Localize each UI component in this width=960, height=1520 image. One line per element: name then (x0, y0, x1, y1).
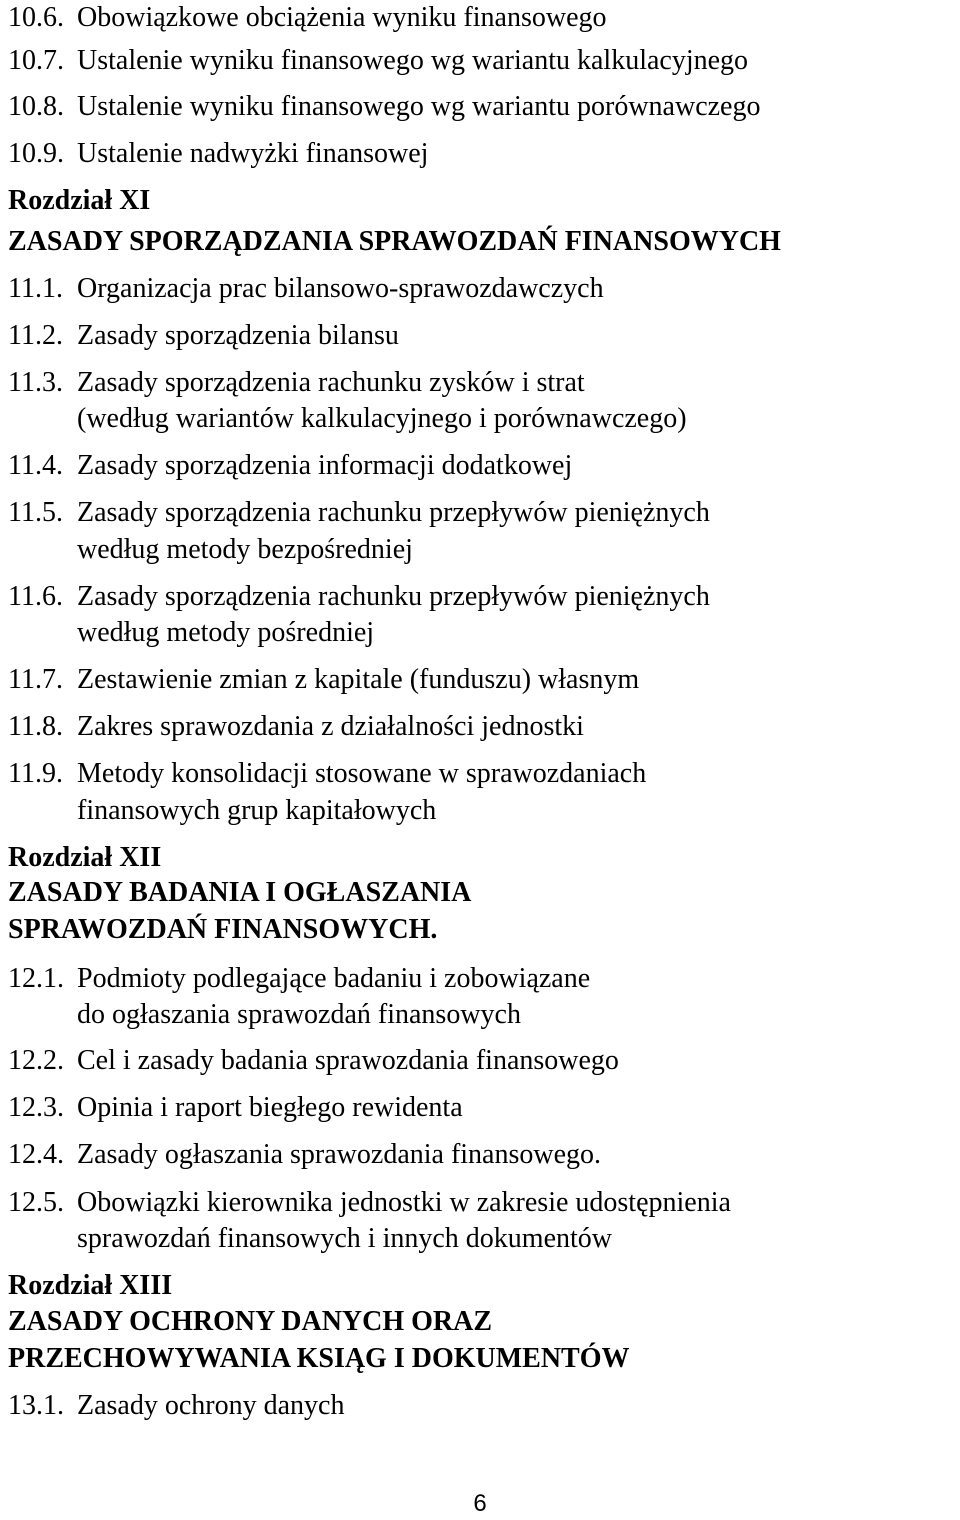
entry-number: 12.5. (8, 1187, 64, 1218)
chapter-label: Rozdział XIII (8, 1270, 173, 1301)
chapter-title: ZASADY SPORZĄDZANIA SPRAWOZDAŃ FINANSOWYCH (8, 226, 781, 257)
entry-title: Ustalenie nadwyżki finansowej (77, 138, 429, 169)
entry-number: 11.4. (8, 450, 63, 481)
entry-number: 11.2. (8, 320, 63, 351)
entry-title: Zasady sporządzenia rachunku przepływów pieniężnych (77, 581, 710, 612)
entry-title: Zasady ogłaszania sprawozdania finansowego. (77, 1139, 602, 1170)
chapter-label: Rozdział XII (8, 842, 162, 873)
entry-title-continued: (według wariantów kalkulacyjnego i porównawczego) (77, 403, 687, 434)
entry-number: 12.3. (8, 1092, 64, 1123)
entry-number: 11.1. (8, 273, 63, 304)
entry-number: 11.6. (8, 581, 63, 612)
entry-title: Organizacja prac bilansowo-sprawozdawczych (77, 273, 604, 304)
entry-number: 12.2. (8, 1045, 64, 1076)
entry-title: Zestawienie zmian z kapitale (funduszu) własnym (77, 664, 640, 695)
entry-title: Zakres sprawozdania z działalności jednostki (77, 711, 584, 742)
entry-title-continued: do ogłaszania sprawozdań finansowych (77, 999, 521, 1030)
entry-number: 11.7. (8, 664, 63, 695)
entry-title-continued: według metody pośredniej (77, 617, 375, 648)
chapter-title-continued: SPRAWOZDAŃ FINANSOWYCH. (8, 914, 438, 945)
entry-title-continued: sprawozdań finansowych i innych dokumentów (77, 1223, 612, 1254)
chapter-title: ZASADY BADANIA I OGŁASZANIA (8, 877, 472, 908)
entry-title: Cel i zasady badania sprawozdania finansowego (77, 1045, 619, 1076)
entry-title: Zasady sporządzenia rachunku zysków i strat (77, 367, 585, 398)
entry-title: Zasady sporządzenia bilansu (77, 320, 399, 351)
entry-title-continued: według metody bezpośredniej (77, 534, 413, 565)
entry-title: Obowiązki kierownika jednostki w zakresie udostępnienia (77, 1187, 731, 1218)
entry-title: Zasady ochrony danych (77, 1390, 345, 1421)
entry-title-continued: finansowych grup kapitałowych (77, 795, 437, 826)
entry-title: Ustalenie wyniku finansowego wg wariantu kalkulacyjnego (77, 45, 749, 76)
chapter-title-continued: PRZECHOWYWANIA KSIĄG I DOKUMENTÓW (8, 1343, 630, 1374)
chapter-label: Rozdział XI (8, 185, 151, 216)
entry-title: Podmioty podlegające badaniu i zobowiązane (77, 963, 591, 994)
entry-title: Obowiązkowe obciążenia wyniku finansowego (77, 2, 607, 33)
entry-number: 11.5. (8, 497, 63, 528)
chapter-title: ZASADY OCHRONY DANYCH ORAZ (8, 1306, 493, 1337)
entry-title: Zasady sporządzenia informacji dodatkowej (77, 450, 573, 481)
entry-title: Opinia i raport biegłego rewidenta (77, 1092, 463, 1123)
entry-title: Metody konsolidacji stosowane w sprawozdaniach (77, 758, 647, 789)
entry-number: 10.7. (8, 45, 64, 76)
entry-number: 11.9. (8, 758, 63, 789)
entry-number: 12.4. (8, 1139, 64, 1170)
entry-number: 10.6. (8, 2, 64, 33)
entry-number: 13.1. (8, 1390, 64, 1421)
entry-title: Ustalenie wyniku finansowego wg wariantu porównawczego (77, 91, 761, 122)
entry-number: 10.9. (8, 138, 64, 169)
entry-number: 10.8. (8, 91, 64, 122)
entry-number: 12.1. (8, 963, 64, 994)
entry-number: 11.3. (8, 367, 63, 398)
entry-title: Zasady sporządzenia rachunku przepływów pieniężnych (77, 497, 710, 528)
entry-number: 11.8. (8, 711, 63, 742)
page-number: 6 (473, 1490, 487, 1517)
